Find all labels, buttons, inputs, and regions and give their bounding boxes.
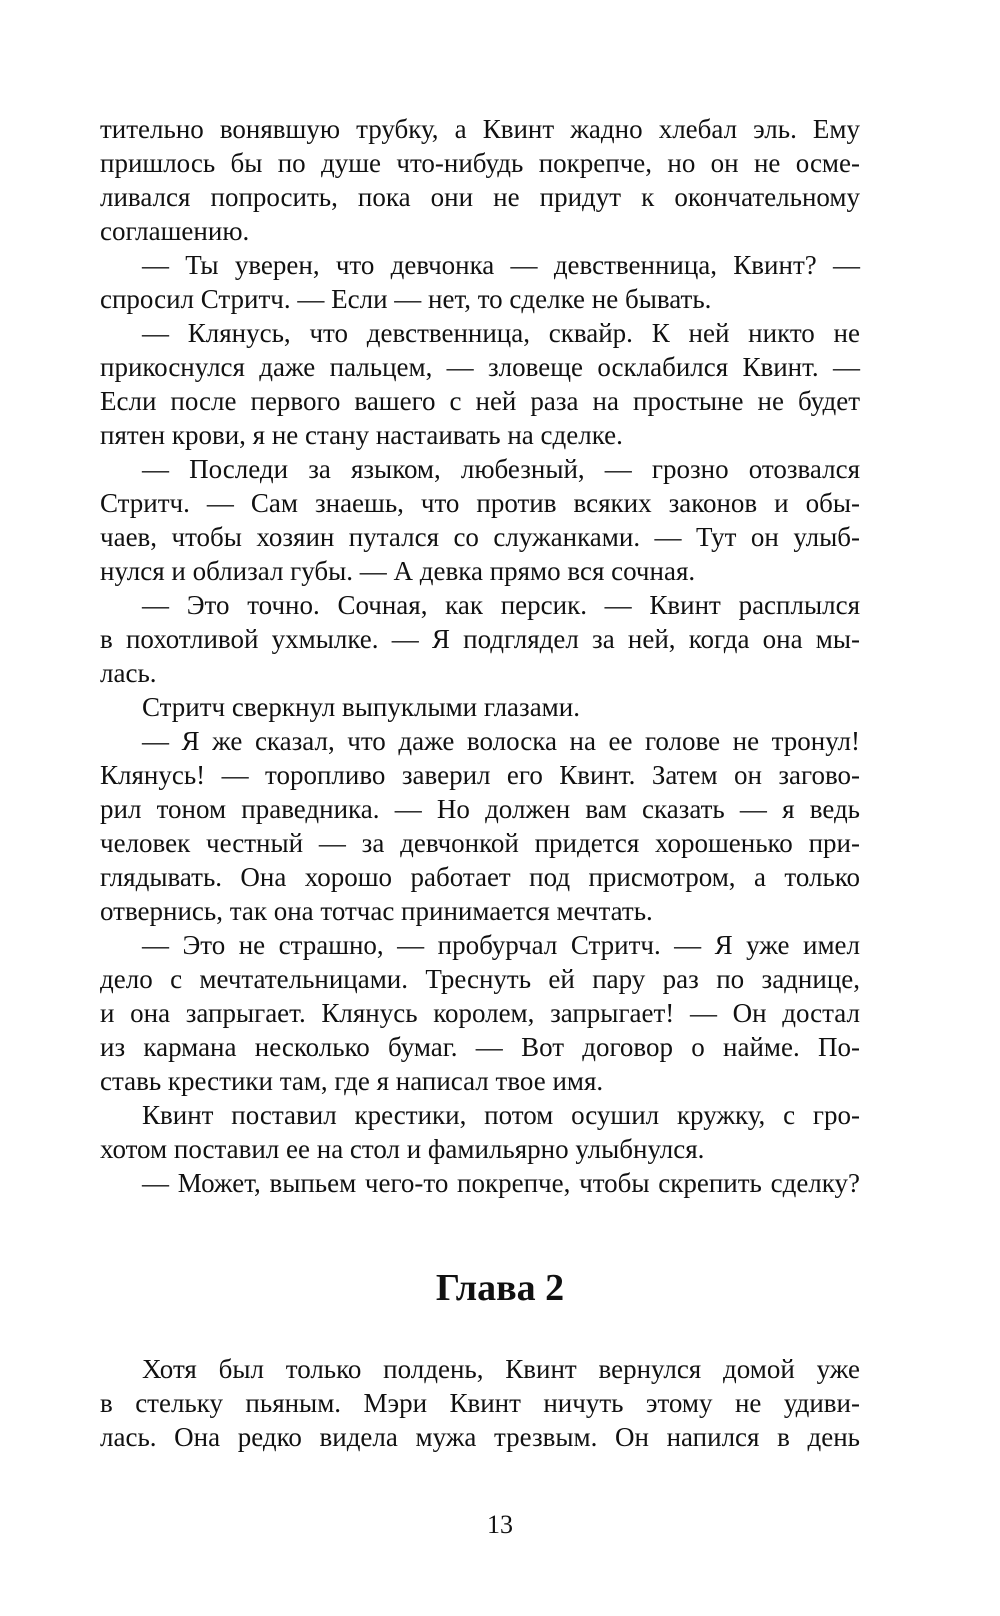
text-line: человек честный — за девчонкой придется хорошенько при- xyxy=(100,828,860,858)
text-line: чаев, чтобы хозяин путался со служанками. — Тут он улыб- xyxy=(100,522,860,552)
text-line: в стельку пьяным. Мэри Квинт ничуть этому не удиви- xyxy=(100,1388,860,1418)
text-line: — Ты уверен, что девчонка — девственница, Квинт? — xyxy=(142,250,860,280)
chapter-title: Глава 2 xyxy=(435,1267,565,1309)
text-line: — Это не страшно, — пробурчал Стритч. — Я уже имел xyxy=(142,930,860,960)
text-line: в похотливой ухмылке. — Я подглядел за ней, когда она мы- xyxy=(100,624,860,654)
text-line: нулся и облизал губы. — А девка прямо вся сочная. xyxy=(100,556,696,586)
text-line: Хотя был только полдень, Квинт вернулся домой уже xyxy=(142,1354,860,1384)
text-line: ливался попросить, пока они не придут к окончательному xyxy=(100,182,860,212)
text-line: — Последи за языком, любезный, — грозно отозвался xyxy=(142,454,860,484)
chapter-text xyxy=(100,1352,860,1454)
text-line: Если после первого вашего с ней раза на простыне не будет xyxy=(100,386,860,416)
text-line: спросил Стритч. — Если — нет, то сделке не бывать. xyxy=(100,284,712,314)
page-number: 13 xyxy=(487,1510,513,1539)
text-line: лась. xyxy=(100,658,157,688)
text-line: Стритч. — Сам знаешь, что против всяких законов и обы- xyxy=(100,488,860,518)
text-line: — Клянусь, что девственница, сквайр. К ней никто не xyxy=(142,318,860,348)
text-line: пришлось бы по душе что-нибудь покрепче, но он не осме- xyxy=(100,148,860,178)
text-line: Стритч сверкнул выпуклыми глазами. xyxy=(142,692,580,722)
text-line: ставь крестики там, где я написал твое имя. xyxy=(100,1066,604,1096)
text-line: Квинт поставил крестики, потом осушил кружку, с гро- xyxy=(142,1100,860,1130)
text-line: прикоснулся даже пальцем, — зловеще осклабился Квинт. — xyxy=(100,352,860,382)
text-line: рил тоном праведника. — Но должен вам сказать — я ведь xyxy=(100,794,860,824)
text-line: — Может, выпьем чего-то покрепче, чтобы скрепить сделку? xyxy=(142,1168,860,1198)
text-line: соглашению. xyxy=(100,216,250,246)
text-line: и она запрыгает. Клянусь королем, запрыгает! — Он достал xyxy=(100,998,860,1028)
text-line: — Это точно. Сочная, как персик. — Квинт расплылся xyxy=(142,590,860,620)
text-line: Клянусь! — торопливо заверил его Квинт. Затем он загово- xyxy=(100,760,860,790)
text-line: дело с мечтательницами. Треснуть ей пару раз по заднице, xyxy=(100,964,860,994)
text-line: из кармана несколько бумаг. — Вот договор о найме. По- xyxy=(100,1032,860,1062)
text-line: хотом поставил ее на стол и фамильярно улыбнулся. xyxy=(100,1134,705,1164)
text-line: тительно вонявшую трубку, а Квинт жадно хлебал эль. Ему xyxy=(100,114,860,144)
text-line: лась. Она редко видела мужа трезвым. Он напился в день xyxy=(100,1422,860,1452)
body-text xyxy=(100,112,860,1200)
text-line: глядывать. Она хорошо работает под присмотром, а только xyxy=(100,862,860,892)
text-line: — Я же сказал, что даже волоска на ее голове не тронул! xyxy=(142,726,860,756)
text-line: пятен крови, я не стану настаивать на сделке. xyxy=(100,420,623,450)
text-line: отвернись, так она тотчас принимается мечтать. xyxy=(100,896,653,926)
